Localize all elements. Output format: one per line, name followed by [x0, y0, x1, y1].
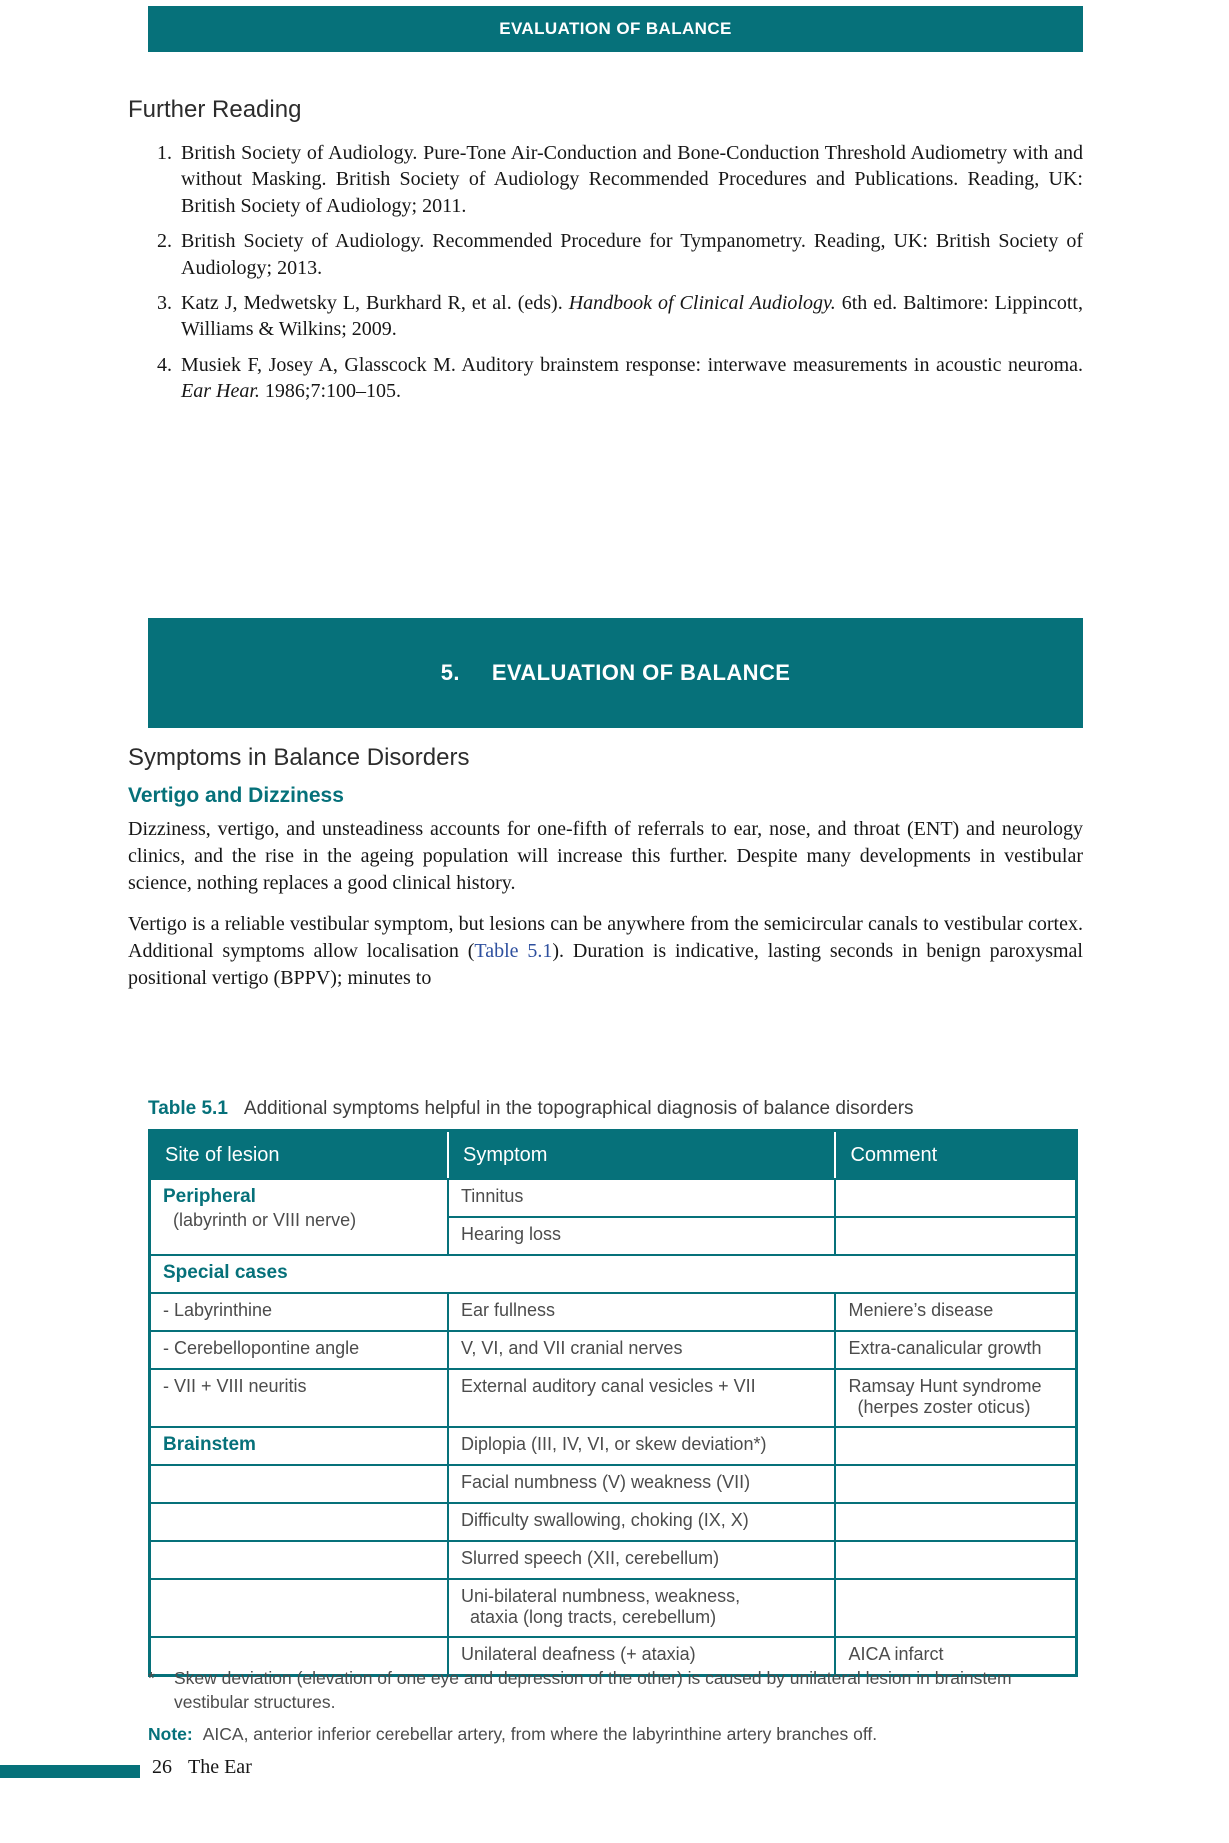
paragraph-text-segment: ). Duration is indicative, lasting seconds in benign paroxysmal positional vertigo (BPPV); minutes to [128, 940, 1083, 989]
site-cell: - Cerebellopontine angle [150, 1331, 448, 1369]
site-group-title: Peripheral [163, 1186, 256, 1207]
symptom-cell: V, VI, and VII cranial nerves [448, 1331, 835, 1369]
site-cell [150, 1465, 448, 1503]
note-label: Note: [148, 1724, 193, 1745]
site-group-title: Brainstem [163, 1434, 256, 1455]
reference-italic-segment: Handbook of Clinical Audiology. [568, 291, 836, 314]
paragraph-text-segment: Vertigo is a reliable vestibular symptom, but lesions can be anywhere from the semicircular canals to vestibular cortex. Additional symptoms allow localisation ( [128, 913, 1083, 962]
book-title: The Ear [188, 1756, 252, 1778]
site-cell [150, 1503, 448, 1541]
symptom-line: Uni-bilateral numbness, weakness, [460, 1586, 741, 1606]
note-text: AICA, anterior inferior cerebellar artery, from where the labyrinthine artery branches off. [202, 1724, 878, 1745]
footnote-note [148, 1722, 1078, 1746]
site-cell-brainstem [150, 1427, 448, 1465]
site-cell [150, 1541, 448, 1579]
reference-item [128, 352, 1083, 405]
reference-text-segment: 1986;7:100–105. [259, 380, 402, 403]
table-header-row [150, 1131, 1077, 1180]
symptom-line: ataxia (long tracts, cerebellum) [469, 1607, 717, 1627]
comment-cell: Extra-canalicular growth [835, 1331, 1076, 1369]
site-cell: - Labyrinthine [150, 1293, 448, 1331]
page-footer [152, 1756, 252, 1779]
table-row [150, 1503, 1077, 1541]
site-group-title: Special cases [163, 1262, 288, 1283]
table-footnotes [148, 1666, 1078, 1746]
table-caption-text: Additional symptoms helpful in the topographical diagnosis of balance disorders [243, 1098, 914, 1119]
site-cell: - VII + VIII neuritis [150, 1369, 448, 1427]
reference-item [128, 290, 1083, 343]
symptom-cell: Hearing loss [448, 1217, 835, 1255]
reference-number: 3. [157, 291, 172, 314]
table-row [150, 1579, 1077, 1637]
symptom-cell: Diplopia (III, IV, VI, or skew deviation*) [448, 1427, 835, 1465]
comment-cell [835, 1369, 1076, 1427]
comment-cell [835, 1427, 1076, 1465]
table-cross-reference-link[interactable]: Table 5.1 [474, 940, 553, 962]
site-cell-peripheral [150, 1179, 448, 1255]
table-caption-label: Table 5.1 [148, 1098, 228, 1119]
further-reading-heading: Further Reading [128, 96, 302, 123]
reference-item [128, 140, 1083, 219]
table-row [150, 1369, 1077, 1427]
comment-cell [835, 1541, 1076, 1579]
table-group-row [150, 1255, 1077, 1293]
chapter-title: EVALUATION OF BALANCE [491, 660, 791, 685]
footnote-star [148, 1666, 1078, 1714]
table-section [148, 1098, 1078, 1677]
symptom-cell: Facial numbness (V) weakness (VII) [448, 1465, 835, 1503]
chapter-number: 5. [440, 660, 460, 685]
table-row [150, 1331, 1077, 1369]
symptom-cell: Tinnitus [448, 1179, 835, 1217]
column-header-symptom: Symptom [448, 1131, 835, 1180]
reference-item [128, 228, 1083, 281]
reference-text-segment: British Society of Audiology. Pure-Tone Air-Conduction and Bone-Conduction Threshold Audiometry with and without Masking. British Society of Audiology Recommended Procedures and Publications. Reading, UK: British Society of Audiology; 2011. [181, 142, 1083, 217]
column-header-comment: Comment [835, 1131, 1076, 1180]
table-row [150, 1427, 1077, 1465]
reference-text-segment: 6th ed. Baltimore: Lippincott, Williams & Wilkins; 2009. [181, 291, 1083, 341]
table-caption [148, 1098, 1078, 1120]
table-row [150, 1293, 1077, 1331]
symptom-cell: Difficulty swallowing, choking (IX, X) [448, 1503, 835, 1541]
comment-line: Ramsay Hunt syndrome [848, 1376, 1042, 1396]
comment-cell [835, 1465, 1076, 1503]
reference-text [181, 228, 1083, 281]
symptom-cell: Unilateral deafness (+ ataxia) [448, 1637, 835, 1676]
chapter-title-banner [148, 618, 1083, 728]
comment-cell [835, 1179, 1076, 1217]
section-heading: Symptoms in Balance Disorders [128, 744, 470, 771]
paragraph: Dizziness, vertigo, and unsteadiness accounts for one-fifth of referrals to ear, nose, and throat (ENT) and neurology clinics, and the rise in the ageing population will increase this further. Despite many developments in vestibular science, nothing replaces a good clinical history. [128, 818, 1083, 894]
reference-text [181, 140, 1083, 219]
symptom-cell: Slurred speech (XII, cerebellum) [448, 1541, 835, 1579]
comment-cell: AICA infarct [835, 1637, 1076, 1676]
running-header-banner: EVALUATION OF BALANCE [148, 6, 1083, 52]
comment-cell [835, 1217, 1076, 1255]
reference-text [181, 352, 1083, 405]
symptom-cell: External auditory canal vesicles + VII [448, 1369, 835, 1427]
column-header-site-of-lesion: Site of lesion [150, 1131, 448, 1180]
table-row [150, 1541, 1077, 1579]
reference-text [181, 290, 1083, 343]
comment-cell [835, 1503, 1076, 1541]
subsection-heading: Vertigo and Dizziness [128, 784, 344, 807]
reference-text-segment: Musiek F, Josey A, Glasscock M. Auditory brainstem response: interwave measurements in acoustic neuroma. [181, 353, 1083, 376]
reference-text-segment: Katz J, Medwetsky L, Burkhard R, et al. (eds). [181, 291, 569, 314]
special-cases-cell [150, 1255, 1077, 1293]
footer-accent-bar [0, 1765, 140, 1778]
symptoms-section [128, 744, 1083, 1006]
table-row [150, 1465, 1077, 1503]
symptoms-table [148, 1129, 1078, 1677]
reference-number: 1. [157, 142, 172, 164]
footnote-marker: * [148, 1668, 155, 1688]
paragraph [128, 911, 1083, 992]
reference-italic-segment: Ear Hear. [181, 380, 260, 403]
reference-text-segment: British Society of Audiology. Recommended Procedure for Tympanometry. Reading, UK: British Society of Audiology; 2013. [181, 230, 1083, 279]
symptom-cell [448, 1579, 835, 1637]
table-row [150, 1179, 1077, 1217]
page-number: 26 [152, 1756, 172, 1778]
symptom-cell: Ear fullness [448, 1293, 835, 1331]
comment-cell [835, 1579, 1076, 1637]
further-reading-section [128, 96, 1083, 414]
site-group-subtitle: (labyrinth or VIII nerve) [173, 1210, 357, 1230]
footnote-text: Skew deviation (elevation of one eye and depression of the other) is caused by unilateral lesion in brainstem vestibular structures. [174, 1668, 1012, 1713]
reference-number: 2. [157, 230, 172, 253]
site-cell [150, 1579, 448, 1637]
comment-cell: Meniere’s disease [835, 1293, 1076, 1331]
reference-number: 4. [157, 353, 172, 376]
comment-line: (herpes zoster oticus) [857, 1397, 1031, 1417]
